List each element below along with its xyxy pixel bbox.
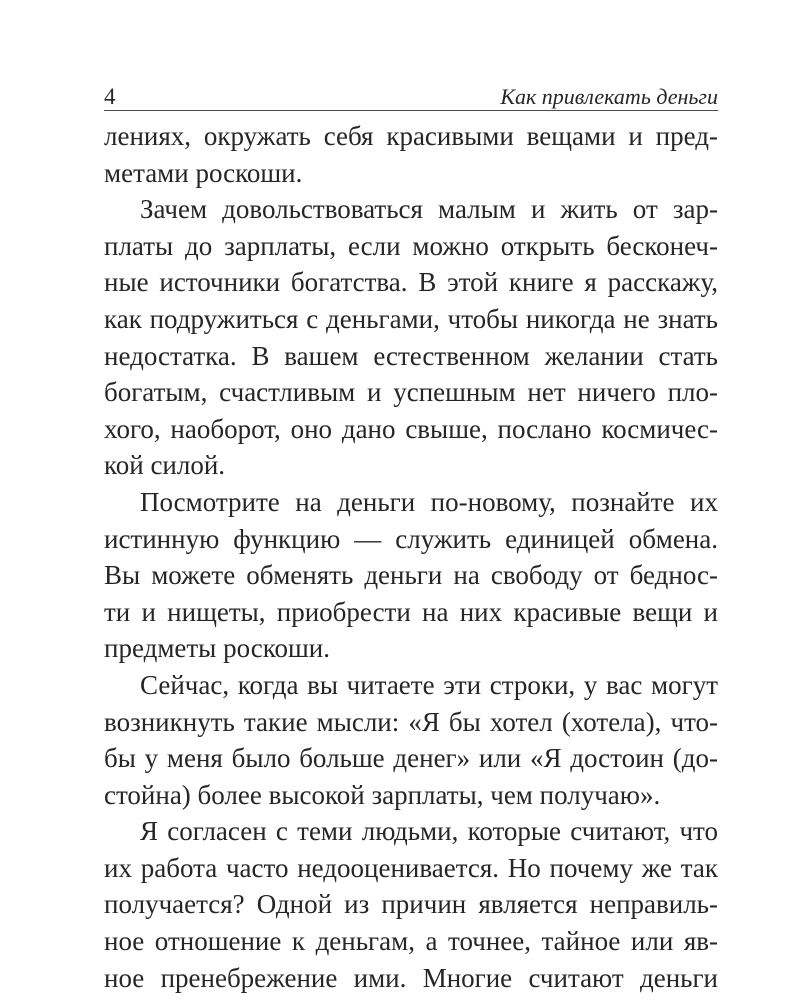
text-line: ное пренебрежение ими. Многие считают деньги [104,962,718,993]
text-line: бы у меня было больше денег» или «Я достоин (до- [104,743,718,774]
text-line: предметы роскоши. [104,633,330,664]
text-line: Я согласен с теми людьми, которые считают, что [140,816,718,847]
text-line: получается? Одной из причин является неправиль- [104,889,718,920]
text-line: Зачем довольствоваться малым и жить от зар- [140,194,718,225]
text-line: богатым, счастливым и успешным нет ничего пло- [104,377,718,408]
text-line: платы до зарплаты, если можно открыть бесконеч- [104,230,718,261]
page-header [104,84,718,111]
text-line: хого, наоборот, оно дано свыше, послано космичес- [104,413,718,444]
body-text [104,118,718,996]
text-line: истинную функцию — служить единицей обмена. [104,523,718,554]
running-title: Как привлекать деньги [500,84,718,109]
page-number: 4 [104,84,116,109]
text-line: Посмотрите на деньги по-новому, познайте их [140,486,718,517]
text-line: стойна) более высокой зарплаты, чем получаю». [104,779,661,810]
text-line: как подружиться с деньгами, чтобы никогда не знать [104,303,718,334]
text-line: ти и нищеты, приобрести на них красивые вещи и [104,596,718,627]
text-line: кой силой. [104,450,226,481]
text-line: лениях, окружать себя красивыми вещами и пред- [104,121,718,151]
text-line: недостатка. В вашем естественном желании стать [104,340,718,371]
text-line: Сейчас, когда вы читаете эти строки, у вас могут [140,669,718,700]
text-line: ное отношение к деньгам, а точнее, тайное или яв- [104,926,718,957]
text-line: их работа часто недооценивается. Но почему же так [104,852,718,883]
text-line: Вы можете обменять деньги на свободу от беднос- [104,560,718,591]
text-line: метами роскоши. [104,157,303,188]
text-line: возникнуть такие мысли: «Я бы хотел (хотела), что- [104,706,718,737]
text-line: ные источники богатства. В этой книге я расскажу, [104,267,718,298]
